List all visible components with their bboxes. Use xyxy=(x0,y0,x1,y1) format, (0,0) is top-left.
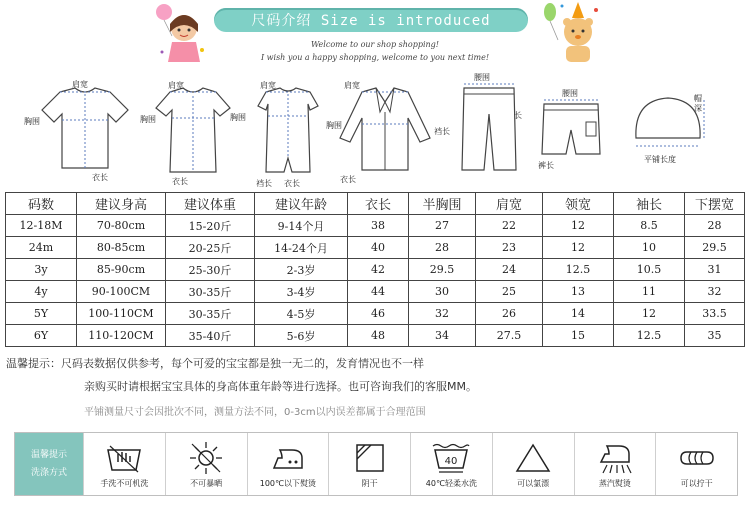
pants-waist-label: 腰围 xyxy=(474,73,490,82)
cell: 40 xyxy=(348,237,409,259)
col-age: 建议年龄 xyxy=(255,193,348,215)
cell: 28 xyxy=(685,215,745,237)
romper-length-label: 衣长 xyxy=(284,179,300,188)
shorts-waist-label: 腰围 xyxy=(562,89,578,98)
care-title-2: 洗涤方式 xyxy=(30,468,67,478)
cell: 12 xyxy=(543,237,614,259)
cell: 6Y xyxy=(6,325,77,347)
wash-temp-text: 40 xyxy=(445,455,458,467)
bleach-triangle-icon xyxy=(513,440,553,476)
cell: 10 xyxy=(614,237,685,259)
care-item-bleach xyxy=(492,433,574,495)
size-chart-table xyxy=(5,192,745,347)
cell: 12-18M xyxy=(6,215,77,237)
cell: 15-20斤 xyxy=(166,215,255,237)
care-item-steam-iron xyxy=(574,433,656,495)
cell: 9-14个月 xyxy=(255,215,348,237)
garment-measure-diagrams xyxy=(0,70,750,190)
banner-title: 尺码介绍 Size is introduced xyxy=(251,13,491,29)
tip-line-2: 亲购买时请根据宝宝具体的身高体重年龄等进行选择。也可咨询我们的客服MM。 xyxy=(84,380,477,393)
cell: 24m xyxy=(6,237,77,259)
col-hem: 下摆宽 xyxy=(685,193,745,215)
care-label: 40℃轻柔水洗 xyxy=(425,478,477,488)
care-label: 100℃以下熨烫 xyxy=(259,478,316,488)
romper-chest-label: 胸围 xyxy=(230,113,246,122)
pants-diagram xyxy=(434,73,524,178)
cell: 8.5 xyxy=(614,215,685,237)
romper-diagram xyxy=(230,81,324,188)
shirt-icon xyxy=(148,82,238,182)
cell: 30 xyxy=(409,281,476,303)
tshirt-chest-label: 胸围 xyxy=(24,117,40,126)
cell: 23 xyxy=(476,237,543,259)
tshirt-diagram xyxy=(24,80,140,182)
care-label: 不可暴晒 xyxy=(190,478,223,488)
hat-width-label: 平铺长度 xyxy=(644,155,676,164)
hat-depth-label: 帽深 xyxy=(694,94,702,113)
table-row xyxy=(6,215,745,237)
romper-icon xyxy=(252,84,324,180)
cell: 2-3岁 xyxy=(255,259,348,281)
cell: 25-30斤 xyxy=(166,259,255,281)
dress-chest-label: 胸围 xyxy=(140,115,156,124)
cell: 12.5 xyxy=(543,259,614,281)
pants-icon xyxy=(454,74,524,174)
cell: 13 xyxy=(543,281,614,303)
pants-rise-label: 裆长 xyxy=(434,127,450,136)
hand-wash-icon xyxy=(104,440,144,476)
cell: 44 xyxy=(348,281,409,303)
cell: 25 xyxy=(476,281,543,303)
no-sun-icon xyxy=(186,440,226,476)
cell: 38 xyxy=(348,215,409,237)
romper-rise-label: 裆长 xyxy=(256,179,272,188)
care-header xyxy=(15,433,83,495)
dress-length-label: 衣长 xyxy=(172,177,188,186)
cell: 46 xyxy=(348,303,409,325)
cell: 42 xyxy=(348,259,409,281)
cell: 26 xyxy=(476,303,543,325)
shorts-length-label: 裤长 xyxy=(538,161,554,170)
tip-line-1: 温馨提示：尺码表数据仅供参考，每个可爱的宝宝都是独一无二的，发育情况也不一样 xyxy=(6,357,424,370)
shade-dry-icon xyxy=(350,440,390,476)
col-shoulder: 肩宽 xyxy=(476,193,543,215)
jacket-shoulder-label: 肩宽 xyxy=(344,81,360,90)
dress-diagram xyxy=(140,81,238,186)
cell: 15 xyxy=(543,325,614,347)
cell: 24 xyxy=(476,259,543,281)
jacket-diagram xyxy=(326,81,440,186)
care-label: 手洗不可机洗 xyxy=(100,478,149,488)
gentle-wash-icon xyxy=(431,440,471,476)
cell: 3-4岁 xyxy=(255,281,348,303)
cell: 14 xyxy=(543,303,614,325)
pants-length-label: 长 xyxy=(514,111,522,120)
cell: 28 xyxy=(409,237,476,259)
col-size: 码数 xyxy=(6,193,77,215)
cell: 35 xyxy=(685,325,745,347)
wring-icon xyxy=(677,440,717,476)
cell: 32 xyxy=(409,303,476,325)
cell: 29.5 xyxy=(409,259,476,281)
jacket-chest-label: 胸围 xyxy=(326,121,342,130)
care-label: 可以拧干 xyxy=(680,478,713,488)
cell: 27.5 xyxy=(476,325,543,347)
cell: 27 xyxy=(409,215,476,237)
bear-party-illustration xyxy=(538,0,604,66)
jacket-length-label: 衣长 xyxy=(340,175,356,184)
tip-line-3: 平铺测量尺寸会因批次不同，测量方法不同，0-3cm以内误差都属于合理范围 xyxy=(84,407,426,418)
care-instructions-panel xyxy=(14,432,738,496)
cell: 100-110CM xyxy=(77,303,166,325)
cell: 34 xyxy=(409,325,476,347)
cell: 11 xyxy=(614,281,685,303)
cell: 12 xyxy=(614,303,685,325)
tshirt-icon xyxy=(30,80,140,180)
care-item-shade-dry xyxy=(328,433,410,495)
cell: 20-25斤 xyxy=(166,237,255,259)
care-label: 可以氯漂 xyxy=(517,478,550,488)
cell: 12 xyxy=(543,215,614,237)
cell: 30-35斤 xyxy=(166,281,255,303)
cell: 22 xyxy=(476,215,543,237)
care-item-wring xyxy=(655,433,737,495)
romper-shoulder-label: 肩宽 xyxy=(260,81,276,90)
jacket-icon xyxy=(330,82,440,182)
page-header xyxy=(0,0,750,70)
table-header-row xyxy=(6,193,745,215)
cell: 10.5 xyxy=(614,259,685,281)
care-title-1: 温馨提示 xyxy=(30,450,67,460)
table-row xyxy=(6,303,745,325)
welcome-line-2: I wish you a happy shopping, welcome to you next time! xyxy=(260,53,490,62)
care-item-gentle-wash xyxy=(410,433,492,495)
cell: 12.5 xyxy=(614,325,685,347)
cell: 32 xyxy=(685,281,745,303)
cell: 5Y xyxy=(6,303,77,325)
care-label: 蒸汽熨烫 xyxy=(598,478,631,488)
col-weight: 建议体重 xyxy=(166,193,255,215)
steam-iron-icon xyxy=(595,440,635,476)
cell: 90-100CM xyxy=(77,281,166,303)
cell: 48 xyxy=(348,325,409,347)
table-row xyxy=(6,259,745,281)
shorts-icon xyxy=(536,94,606,164)
cell: 30-35斤 xyxy=(166,303,255,325)
table-row xyxy=(6,325,745,347)
size-intro-banner xyxy=(214,8,528,32)
cell: 4y xyxy=(6,281,77,303)
iron-icon xyxy=(268,440,308,476)
care-item-hand-wash xyxy=(83,433,165,495)
col-collar: 领宽 xyxy=(543,193,614,215)
cell: 29.5 xyxy=(685,237,745,259)
col-sleeve: 袖长 xyxy=(614,193,685,215)
table-row xyxy=(6,237,745,259)
table-row xyxy=(6,281,745,303)
col-half-chest: 半胸围 xyxy=(409,193,476,215)
care-item-iron xyxy=(247,433,329,495)
cell: 4-5岁 xyxy=(255,303,348,325)
tshirt-length-label: 衣长 xyxy=(92,173,108,182)
welcome-line-1: Welcome to our shop shopping! xyxy=(310,40,440,49)
cell: 3y xyxy=(6,259,77,281)
dress-shoulder-label: 肩宽 xyxy=(168,81,184,90)
col-height: 建议身高 xyxy=(77,193,166,215)
care-label: 阴干 xyxy=(361,478,378,488)
hat-diagram xyxy=(628,90,718,180)
cell: 80-85cm xyxy=(77,237,166,259)
cell: 110-120CM xyxy=(77,325,166,347)
tshirt-shoulder-label: 肩宽 xyxy=(72,80,88,89)
shorts-diagram xyxy=(536,89,606,178)
care-item-no-sun xyxy=(165,433,247,495)
cell: 5-6岁 xyxy=(255,325,348,347)
cell: 35-40斤 xyxy=(166,325,255,347)
cell: 14-24个月 xyxy=(255,237,348,259)
cell: 33.5 xyxy=(685,303,745,325)
cell: 85-90cm xyxy=(77,259,166,281)
cell: 31 xyxy=(685,259,745,281)
col-length: 衣长 xyxy=(348,193,409,215)
cell: 70-80cm xyxy=(77,215,166,237)
